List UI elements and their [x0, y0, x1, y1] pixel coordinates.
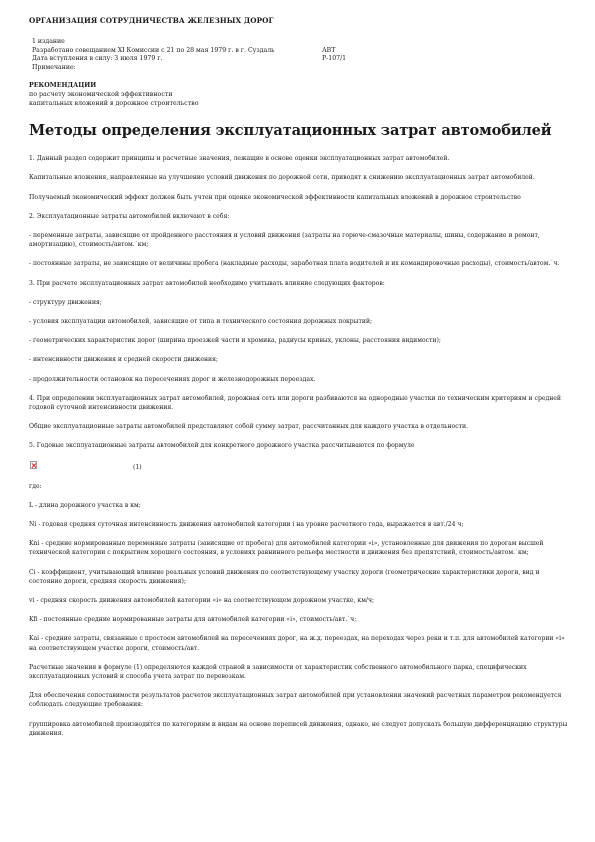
- paragraph: - условия эксплуатации автомобилей, зависящие от типа и технического состояния дорожных покрытий;: [29, 317, 373, 325]
- recommendations-line: по расчету экономической эффективности: [29, 90, 173, 98]
- broken-image-icon: [30, 461, 37, 469]
- meta-row: [32, 47, 569, 56]
- paragraph: Расчетные значения в формуле (1) определяются каждой страной в зависимости от характеристик собственного автомобильного парка, специфических эксплуатационных условий и способа учета затрат по перевозкам.: [29, 663, 527, 681]
- meta-row: [32, 64, 569, 73]
- paragraph: L - длина дорожного участка в км;: [29, 501, 141, 509]
- formula-row: [29, 461, 569, 473]
- paragraph: группировка автомобилей производится по категориям и видам на основе переписей движения, однако, не следует допускать большую дифференциацию структуры движения.: [29, 720, 568, 737]
- meta-left: Примечание:: [32, 63, 76, 71]
- organization-name: ОРГАНИЗАЦИЯ СОТРУДНИЧЕСТВА ЖЕЛЕЗНЫХ ДОРОГ: [29, 16, 274, 25]
- body-text-bottom: [29, 482, 569, 738]
- recommendations-title: РЕКОМЕНДАЦИИ: [29, 82, 97, 90]
- paragraph: 1. Данный раздел содержит принципы и расчетные значения, лежащие в основе оценки эксплуатационных затрат автомобилей.: [29, 155, 450, 163]
- paragraph: - переменные затраты, зависящие от пройденного расстояния и условий движения (затраты на горюче-смазочные материалы, шины, содержание и ремонт, амортизацию), стоимость/автом.˙км;: [29, 231, 540, 249]
- paragraph: Kfi - постоянные средние нормированные затраты для автомобилей категории «i», стоимость/авт.˙ч;: [29, 616, 357, 624]
- paragraph: - постоянные затраты, не зависящие от величины пробега (накладные расходы, заработная плата водителей и их командировочные расходы), стоимость/автом.˙ч.: [29, 260, 560, 268]
- meta-row: [32, 55, 569, 64]
- meta-left: Дата вступления в силу: 3 июля 1979 г.: [32, 55, 163, 63]
- paragraph: Ci - коэффициент, учитывающий влияние реальных условий движения по соответствующему участку дороги (геометрические характеристики дороги, вид и состояние дороги, средняя скорость движения);: [29, 568, 540, 585]
- meta-row: [32, 38, 569, 47]
- paragraph: Kai - средние затраты, связанные с простоем автомобилей на пересечениях дорог, на ж.д. переездах, на переходах через реки и т.п. для автомобилей категории «i» на соответствующем участке дороги, стоимость/авт.: [29, 635, 565, 652]
- paragraph: 4. При определении эксплуатационных затрат автомобилей, дорожная сеть или дороги разбиваются на однородные участки по техническим критериям и средней годовой суточной интенсивности движения.: [29, 394, 561, 411]
- meta-right: АВТ: [322, 46, 336, 54]
- paragraph: Общие эксплуатационные затраты автомобилей представляют собой сумму затрат, рассчитанных для каждого участка в отдельности.: [29, 423, 468, 431]
- document-page: [29, 16, 569, 748]
- paragraph: - продолжительности остановок на пересечениях дорог и железнодорожных переездах.: [29, 375, 316, 383]
- meta-left: 1 издание: [32, 38, 65, 45]
- paragraph: Для обеспечения сопоставимости результатов расчетов эксплуатационных затрат автомобилей при установлении значений расчетных параметров рекомендуется соблюдать следующие требования:: [29, 692, 562, 709]
- meta-right: Р-107/1: [322, 55, 347, 63]
- paragraph: - геометрических характеристик дорог (ширина проезжей части и хромика, радиусы кривых, уклоны, расстояния видимости);: [29, 337, 441, 345]
- paragraph: Kni - средние нормированные переменные затраты (зависящие от пробега) для автомобилей категории «i», установленные для движения по дорогам высшей технической категории с покрытием хорошего состояния, в условиях равнинного рельефа местности и движения без препятствий, стоимость/автом.˙км;: [29, 540, 544, 557]
- paragraph: Капитальные вложения, направленные на улучшение условий движения по дорожной сети, приводят к снижению эксплуатационных затрат автомобилей.: [29, 174, 535, 182]
- paragraph: vi - средняя скорость движения автомобилей категории «i» на соответствующем дорожном участке, км/ч;: [29, 597, 375, 605]
- paragraph: Ni - годовая средняя суточная интенсивность движения автомобилей категории i на уровне расчетного года, выражается в авт./24 ч;: [29, 521, 464, 529]
- document-meta: [32, 38, 569, 72]
- paragraph: 5. Годовые эксплуатационные затраты автомобилей для конкретного дорожного участка рассчитываются по формуле: [29, 442, 415, 450]
- paragraph: Получаемый экономический эффект должен быть учтен при оценке экономической эффективности капитальных вложений в дорожное строительство: [29, 193, 521, 201]
- formula-number: (1): [133, 463, 142, 471]
- page-title: Методы определения эксплуатационных затрат автомобилей: [29, 122, 552, 140]
- meta-left: Разработано совещанием XI Комиссии с 21 по 28 мая 1979 г. в г. Суздаль: [32, 46, 275, 54]
- paragraph: - структуру движения;: [29, 298, 102, 306]
- paragraph: 2. Эксплуатационные затраты автомобилей включают в себя:: [29, 212, 230, 220]
- body-text-top: [29, 154, 569, 450]
- recommendations-line: капитальных вложений в дорожное строительство: [29, 99, 199, 107]
- recommendations-heading: [29, 82, 569, 108]
- paragraph: где:: [29, 482, 42, 490]
- paragraph: 3. При расчете эксплуатационных затрат автомобилей необходимо учитывать влияние следующих факторов:: [29, 279, 385, 287]
- paragraph: - интенсивности движения и средней скорости движения;: [29, 356, 218, 364]
